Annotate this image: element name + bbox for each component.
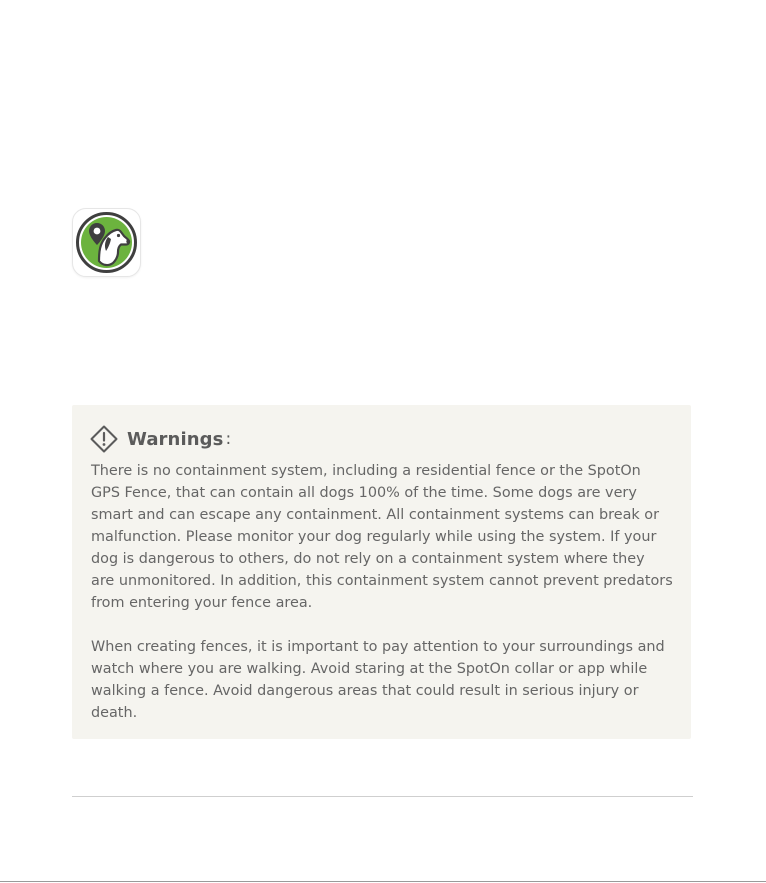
spoton-dog-pin-logo-icon [75,211,138,274]
spoton-app-icon [72,208,141,277]
warning-diamond-icon [89,424,119,454]
warnings-title: Warnings [127,428,224,450]
warning-paragraph-surroundings: When creating fences, it is important to pay attention to your surroundings and watch where you are walking. Avoid staring at the SpotOn collar or app while walking a fence. Avoid dangerous areas that could result in serious injury or death. [91,639,665,721]
warnings-title-colon: : [225,429,232,449]
warnings-header [91,425,673,453]
warnings-panel [72,405,691,739]
page-bottom-edge [0,881,766,882]
warning-paragraph-containment: There is no containment system, including a residential fence or the SpotOn GPS Fence, that can contain all dogs 100% of the time. Some dogs are very smart and can escape any containment. All containment systems can break or malfunction. Please monitor your dog regularly while using the system. If your dog is dangerous to others, do not rely on a containment system where they are unmonitored. In addition, this containment system cannot prevent predators from entering your fence area. [91,463,673,611]
section-divider [72,796,693,797]
